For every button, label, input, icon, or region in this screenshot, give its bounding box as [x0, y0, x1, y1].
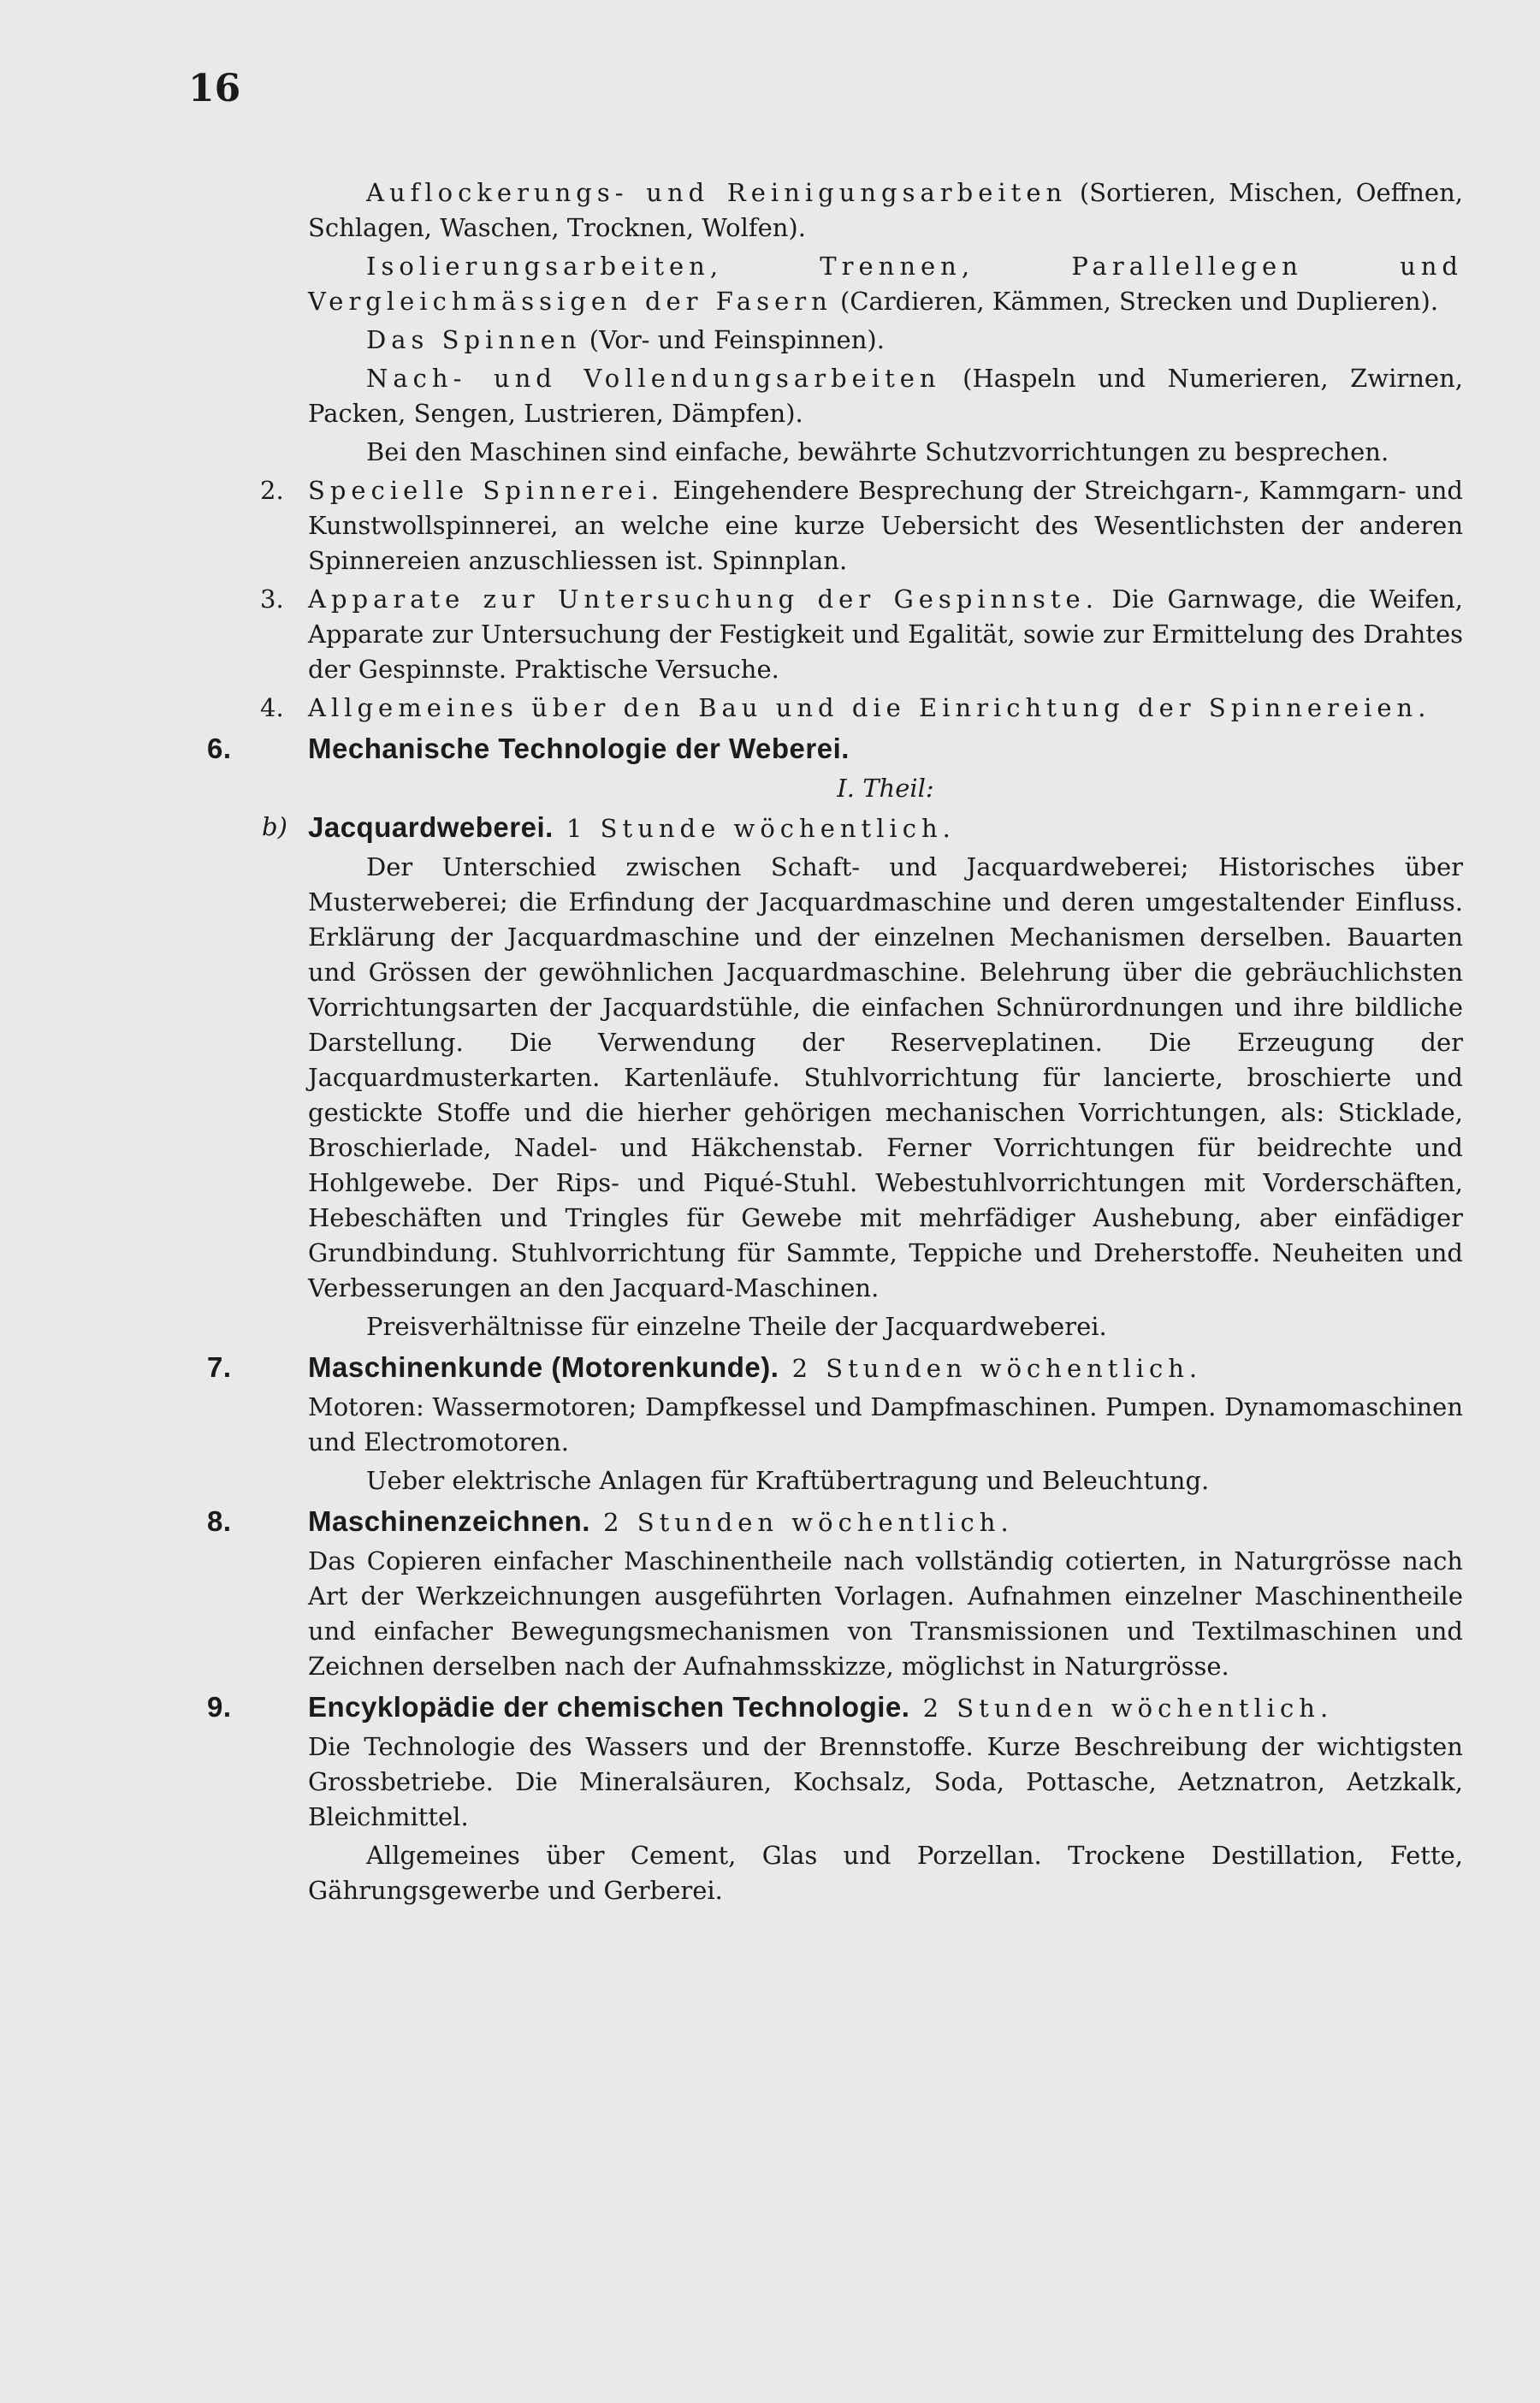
paragraph: Allgemeines über Cement, Glas und Porzellan. Trockene Destillation, Fette, Gährungsgewerbe und Gerberei.: [308, 1841, 1463, 1905]
spaced-term: Das Spinnen: [366, 325, 582, 354]
part-label: I. Theil:: [837, 774, 934, 803]
subsection-title: Jacquardweberei.: [308, 811, 554, 843]
section-heading: [207, 731, 1463, 768]
item-text: Die Garnwage, die Weifen, Apparate zur Untersuchung der Festigkeit und Egalität, sowie zur Ermittelung des Drahtes der Gespinnste. Praktische Versuche.: [308, 584, 1463, 684]
hours-label: 1 Stunde wöchentlich.: [553, 814, 956, 843]
paragraph-text: (Cardieren, Kämmen, Strecken und Duplieren).: [832, 287, 1439, 316]
spaced-term: Nach- und Vollendungsarbeiten: [366, 364, 941, 393]
paragraph: Motoren: Wassermotoren; Dampfkessel und Dampfmaschinen. Pumpen. Dynamomaschinen und Electromotoren.: [308, 1392, 1463, 1457]
paragraph-text: (Haspeln und Numerieren, Zwirnen, Packen, Sengen, Lustrieren, Dämpfen).: [308, 364, 1463, 428]
section-title: Mechanische Technologie der Weberei.: [308, 733, 850, 764]
hours-label: 2 Stunden wöchentlich.: [909, 1694, 1334, 1723]
paragraph: Das Copieren einfacher Maschinentheile nach vollständig cotierten, in Naturgrösse nach Art der Werkzeichnungen ausgeführten Vorlagen. Aufnahmen einzelner Maschinentheile und einfacher Bewegungsmechanismen von Transmissionen und Textilmaschinen und Zeichnen derselben nach der Aufnahmsskizze, möglichst in Naturgrösse.: [308, 1546, 1463, 1681]
section-heading: [207, 1350, 1463, 1386]
paragraph: Der Unterschied zwischen Schaft- und Jacquardweberei; Historisches über Musterweberei; die Erfindung der Jacquardmaschine und deren umgestaltender Einfluss. Erklärung der Jacquardmaschine und der einzelnen Mechanismen derselben. Bauarten und Grössen der gewöhnlichen Jacquardmaschine. Belehrung über die gebräuchlichsten Vorrichtungsarten der Jacquardstühle, die einfachen Schnürordnungen und ihre bildliche Darstellung. Die Verwendung der Reserveplatinen. Die Erzeugung der Jacquardmusterkarten. Kartenläufe. Stuhlvorrichtung für lancierte, broschierte und gestickte Stoffe und die hierher gehörigen mechanischen Vorrichtungen, als: Sticklade, Broschierlade, Nadel- und Häkchenstab. Ferner Vorrichtungen für beidrechte und Hohlgewebe. Der Rips- und Piqué-Stuhl. Webestuhlvorrichtungen mit Vorderschäften, Hebeschäften und Tringles für Gewebe mit mehrfädiger Aushebung, aber einfädiger Grundbindung. Stuhlvorrichtung für Sammte, Teppiche und Dreherstoffe. Neuheiten und Verbesserungen an den Jacquard-Maschinen.: [308, 852, 1463, 1302]
paragraph: [308, 323, 1463, 358]
page-content: [207, 175, 1463, 1912]
list-item: [260, 473, 1463, 578]
paragraph: Bei den Maschinen sind einfache, bewährte Schutzvorrichtungen zu besprechen.: [366, 437, 1389, 466]
section-number: 8.: [207, 1505, 232, 1537]
paragraph: Ueber elektrische Anlagen für Kraftübertragung und Beleuchtung.: [366, 1466, 1210, 1495]
paragraph-text: (Vor- und Feinspinnen).: [581, 325, 885, 354]
paragraph-text: (Sortieren, Mischen, Oeffnen, Schlagen, Waschen, Trocknen, Wolfen).: [308, 178, 1463, 242]
hours-label: 2 Stunden wöchentlich.: [589, 1508, 1014, 1537]
item-number: 4.: [260, 693, 284, 722]
paragraph: [308, 249, 1463, 319]
paragraph: Die Technologie des Wassers und der Brennstoffe. Kurze Beschreibung der wichtigsten Grossbetriebe. Die Mineralsäuren, Kochsalz, Soda, Pottasche, Aetznatron, Aetzkalk, Bleichmittel.: [308, 1732, 1463, 1831]
section-title: Maschinenkunde (Motorenkunde).: [308, 1351, 779, 1383]
subsection-letter: b): [262, 812, 287, 841]
section-heading: [207, 1504, 1463, 1540]
list-item: [260, 691, 1463, 726]
section-number: 7.: [207, 1351, 232, 1383]
section-title: Encyklopädie der chemischen Technologie.: [308, 1691, 910, 1723]
hours-label: 2 Stunden wöchentlich.: [779, 1354, 1203, 1383]
list-item: [260, 582, 1463, 687]
section-title: Maschinenzeichnen.: [308, 1505, 590, 1537]
paragraph: [308, 175, 1463, 246]
paragraph: [308, 361, 1463, 431]
section-heading: [207, 1689, 1463, 1726]
section-number: 9.: [207, 1691, 232, 1723]
spaced-term: Isolierungsarbeiten, Trennen, Parallellegen und Vergleichmässigen der Fasern: [308, 252, 1463, 316]
item-number: 2.: [260, 476, 284, 505]
page-number: 16: [188, 67, 241, 110]
subsection-heading: [262, 810, 1463, 846]
spaced-term: Specielle Spinnerei.: [308, 476, 665, 505]
item-text: Eingehendere Besprechung der Streichgarn-, Kammgarn- und Kunstwollspinnerei, an welche eine kurze Uebersicht des Wesentlichsten der anderen Spinnereien anzuschliessen ist. Spinnplan.: [308, 476, 1463, 575]
spaced-term: Apparate zur Untersuchung der Gespinnste.: [308, 584, 1099, 614]
section-number: 6.: [207, 733, 232, 764]
paragraph: Preisverhältnisse für einzelne Theile der Jacquardweberei.: [366, 1312, 1107, 1341]
spaced-term: Allgemeines über den Bau und die Einrichtung der Spinnereien.: [308, 693, 1431, 722]
item-number: 3.: [260, 584, 284, 614]
spaced-term: Auflockerungs- und Reinigungsarbeiten: [366, 178, 1068, 207]
